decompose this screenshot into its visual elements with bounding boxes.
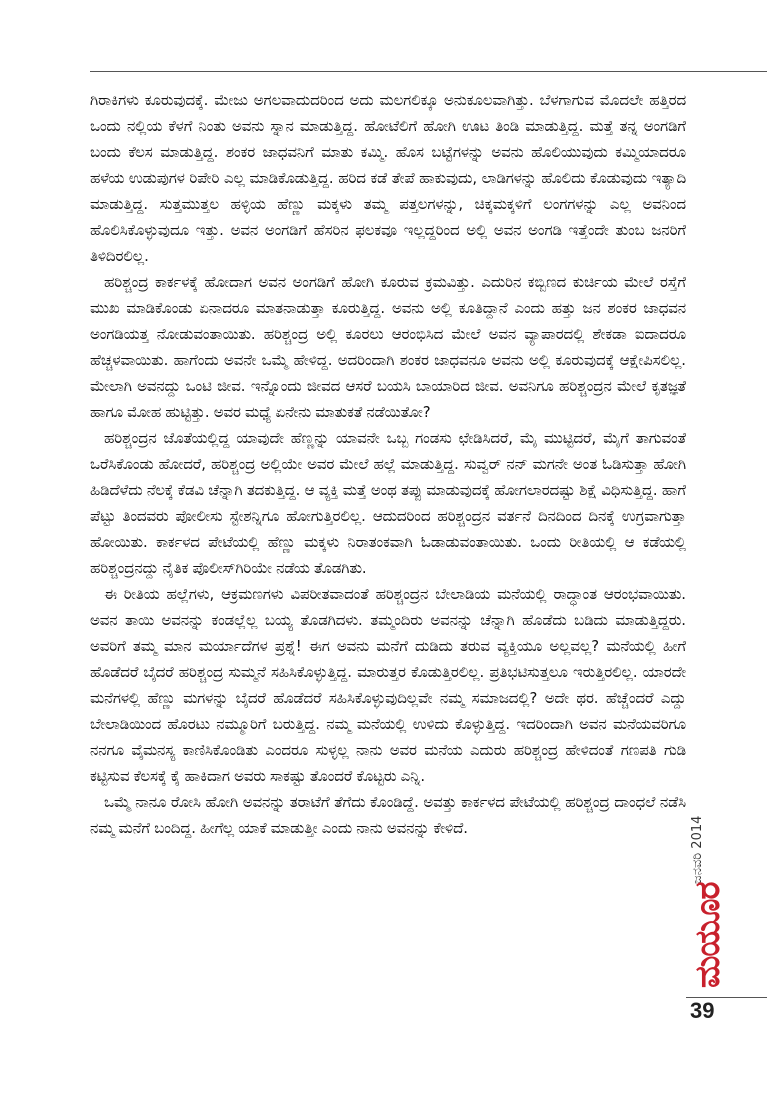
magazine-logo — [686, 882, 728, 992]
article-body — [90, 88, 686, 842]
issue-date — [690, 780, 710, 890]
paragraph-3: ಹರಿಶ್ಚಂದ್ರನ ಜೊತೆಯಲ್ಲಿದ್ದ ಯಾವುದೇ ಹೆಣ್ಣನ್ನು ಯಾವನೇ ಒಬ್ಬ ಗಂಡಸು ಛೇಡಿಸಿದರೆ, ಮೈ ಮುಟ್ಟಿದರೆ, ಮೈಗೆ ತಾಗುವಂತೆ ಒರೆಸಿಕೊಂಡು ಹೋದರೆ, ಹರಿಶ್ಚಂದ್ರ ಅಲ್ಲಿಯೇ ಅವರ ಮೇಲೆ ಹಲ್ಲೆ ಮಾಡುತ್ತಿದ್ದ. ಸುವ್ವರ್ ನನ್ ಮಗನೇ ಅಂತ ಓಡಿಸುತ್ತಾ ಹೋಗಿ ಹಿಡಿದೆಳೆದು ನೆಲಕ್ಕೆ ಕೆಡವಿ ಚೆನ್ನಾಗಿ ತದಕುತ್ತಿದ್ದ. ಆ ವ್ಯಕ್ತಿ ಮತ್ತೆ ಅಂಥ ತಪ್ಪು ಮಾಡುವುದಕ್ಕೆ ಹೋಗಲಾರದಷ್ಟು ಶಿಕ್ಷೆ ವಿಧಿಸುತ್ತಿದ್ದ. ಹಾಗೆ ಪೆಟ್ಟು ತಿಂದವರು ಪೋಲೀಸು ಸ್ಟೇಶನ್ನಿಗೂ ಹೋಗುತ್ತಿರಲಿಲ್ಲ. ಆದುದರಿಂದ ಹರಿಶ್ಚಂದ್ರನ ವರ್ತನೆ ದಿನದಿಂದ ದಿನಕ್ಕೆ ಉಗ್ರವಾಗುತ್ತಾ ಹೋಯಿತು. ಕಾರ್ಕಳದ ಪೇಟೆಯಲ್ಲಿ ಹೆಣ್ಣು ಮಕ್ಕಳು ನಿರಾತಂಕವಾಗಿ ಓಡಾಡುವಂತಾಯಿತು. ಒಂದು ರೀತಿಯಲ್ಲಿ ಆ ಕಡೆಯಲ್ಲಿ ಹರಿಶ್ಚಂದ್ರನದ್ದು ನೈತಿಕ ಪೊಲೀಸ್‌ಗಿರಿಯೇ ನಡೆಯ ತೊಡಗಿತು. — [90, 430, 686, 577]
magazine-sidebar — [686, 780, 736, 1000]
paragraph-2: ಹರಿಶ್ಚಂದ್ರ ಕಾರ್ಕಳಕ್ಕೆ ಹೋದಾಗ ಅವನ ಅಂಗಡಿಗೆ ಹೋಗಿ ಕೂರುವ ಕ್ರಮವಿತ್ತು. ಎದುರಿನ ಕಬ್ಬಿಣದ ಕುರ್ಚಿಯ ಮೇಲೆ ರಸ್ತೆಗೆ ಮುಖ ಮಾಡಿಕೊಂಡು ಏನಾದರೂ ಮಾತನಾಡುತ್ತಾ ಕೂರುತ್ತಿದ್ದ. ಅವನು ಅಲ್ಲಿ ಕೂತಿದ್ದಾನೆ ಎಂದು ಹತ್ತು ಜನ ಶಂಕರ ಜಾಧವನ ಅಂಗಡಿಯತ್ತ ನೋಡುವಂತಾಯಿತು. ಹರಿಶ್ಚಂದ್ರ ಅಲ್ಲಿ ಕೂರಲು ಆರಂಭಿಸಿದ ಮೇಲೆ ಅವನ ವ್ಯಾಪಾರದಲ್ಲಿ ಶೇಕಡಾ ಐದಾದರೂ ಹೆಚ್ಚಳವಾಯಿತು. ಹಾಗೆಂದು ಅವನೇ ಒಮ್ಮೆ ಹೇಳಿದ್ದ. ಅದರಿಂದಾಗಿ ಶಂಕರ ಜಾಧವನೂ ಅವನು ಅಲ್ಲಿ ಕೂರುವುದಕ್ಕೆ ಆಕ್ಷೇಪಿಸಲಿಲ್ಲ. ಮೇಲಾಗಿ ಅವನದ್ದು ಒಂಟಿ ಜೀವ. ಇನ್ನೊಂದು ಜೀವದ ಆಸರೆ ಬಯಸಿ ಬಾಯಾರಿದ ಜೀವ. ಅವನಿಗೂ ಹರಿಶ್ಚಂದ್ರನ ಮೇಲೆ ಕೃತಜ್ಞತೆ ಹಾಗೂ ಮೋಹ ಹುಟ್ಟಿತ್ತು. ಅವರ ಮಧ್ಯೆ ಏನೇನು ಮಾತುಕತೆ ನಡೆಯಿತೋ? — [90, 274, 686, 421]
issue-date-text: ಜನವರಿ 2014 — [690, 815, 705, 884]
header-rule — [90, 71, 767, 72]
paragraph-5: ಒಮ್ಮೆ ನಾನೂ ರೋಸಿ ಹೋಗಿ ಅವನನ್ನು ತರಾಟೆಗೆ ತೆಗೆದು ಕೊಂಡಿದ್ದೆ. ಅವತ್ತು ಕಾರ್ಕಳದ ಪೇಟೆಯಲ್ಲಿ ಹರಿಶ್ಚಂದ್ರ ದಾಂಧಲೆ ನಡೆಸಿ ನಮ್ಮ ಮನೆಗೆ ಬಂದಿದ್ದ. ಹೀಗೆಲ್ಲ ಯಾಕೆ ಮಾಡುತ್ತೀ ಎಂದು ನಾನು ಅವನನ್ನು ಕೇಳಿದೆ. — [90, 794, 686, 837]
magazine-logo-text: ಮಯೂರ — [688, 882, 728, 988]
page-number: 39 — [690, 998, 715, 1023]
paragraph-1: ಗಿರಾಕಿಗಳು ಕೂರುವುದಕ್ಕೆ. ಮೇಜು ಅಗಲವಾದುದರಿಂದ ಅದು ಮಲಗಲಿಕ್ಕೂ ಅನುಕೂಲವಾಗಿತ್ತು. ಬೆಳಗಾಗುವ ಮೊದಲೇ ಹತ್ತಿರದ ಒಂದು ನಲ್ಲಿಯ ಕೆಳಗೆ ನಿಂತು ಅವನು ಸ್ನಾನ ಮಾಡುತ್ತಿದ್ದ. ಹೋಟೆಲಿಗೆ ಹೋಗಿ ಊಟ ತಿಂಡಿ ಮಾಡುತ್ತಿದ್ದ. ಮತ್ತೆ ತನ್ನ ಅಂಗಡಿಗೆ ಬಂದು ಕೆಲಸ ಮಾಡುತ್ತಿದ್ದ. ಶಂಕರ ಜಾಧವನಿಗೆ ಮಾತು ಕಮ್ಮಿ. ಹೊಸ ಬಟ್ಟೆಗಳನ್ನು ಅವನು ಹೊಲಿಯುವುದು ಕಮ್ಮಿಯಾದರೂ ಹಳೆಯ ಉಡುಪುಗಳ ರಿಪೇರಿ ಎಲ್ಲ ಮಾಡಿಕೊಡುತ್ತಿದ್ದ. ಹರಿದ ಕಡೆ ತೇಪೆ ಹಾಕುವುದು, ಲಾಡಿಗಳನ್ನು ಹೊಲಿದು ಕೊಡುವುದು ಇತ್ಯಾದಿ ಮಾಡುತ್ತಿದ್ದ. ಸುತ್ತಮುತ್ತಲ ಹಳ್ಳಿಯ ಹೆಣ್ಣು ಮಕ್ಕಳು ತಮ್ಮ ಪತ್ತಲಗಳನ್ನು, ಚಿಕ್ಕಮಕ್ಕಳಿಗೆ ಲಂಗಗಳನ್ನು ಎಲ್ಲ ಅವನಿಂದ ಹೊಲಿಸಿಕೊಳ್ಳುವುದೂ ಇತ್ತು. ಅವನ ಅಂಗಡಿಗೆ ಹೆಸರಿನ ಫಲಕವೂ ಇಲ್ಲದ್ದರಿಂದ ಅಲ್ಲಿ ಅವನ ಅಂಗಡಿ ಇತ್ತೆಂದೇ ತುಂಬ ಜನರಿಗೆ ತಿಳಿದಿರಲಿಲ್ಲ. — [90, 92, 686, 265]
paragraph-4: ಈ ರೀತಿಯ ಹಲ್ಲೆಗಳು, ಆಕ್ರಮಣಗಳು ವಿಪರೀತವಾದಂತೆ ಹರಿಶ್ಚಂದ್ರನ ಬೇಲಾಡಿಯ ಮನೆಯಲ್ಲಿ ರಾದ್ಧಾಂತ ಆರಂಭವಾಯಿತು. ಅವನ ತಾಯಿ ಅವನನ್ನು ಕಂಡಲ್ಲೆಲ್ಲ ಬಯ್ಯ ತೊಡಗಿದಳು. ತಮ್ಮಂದಿರು ಅವನನ್ನು ಚೆನ್ನಾಗಿ ಹೊಡೆದು ಬಡಿದು ಮಾಡುತ್ತಿದ್ದರು. ಅವರಿಗೆ ತಮ್ಮ ಮಾನ ಮರ್ಯಾದೆಗಳ ಪ್ರಶ್ನೆ! ಈಗ ಅವನು ಮನೆಗೆ ದುಡಿದು ತರುವ ವ್ಯಕ್ತಿಯೂ ಅಲ್ಲವಲ್ಲ? ಮನೆಯಲ್ಲಿ ಹೀಗೆ ಹೊಡೆದರೆ ಬೈದರೆ ಹರಿಶ್ಚಂದ್ರ ಸುಮ್ಮನೆ ಸಹಿಸಿಕೊಳ್ಳುತ್ತಿದ್ದ. ಮಾರುತ್ತರ ಕೊಡುತ್ತಿರಲಿಲ್ಲ. ಪ್ರತಿಭಟಿಸುತ್ತಲೂ ಇರುತ್ತಿರಲಿಲ್ಲ. ಯಾರದೇ ಮನೆಗಳಲ್ಲಿ ಹೆಣ್ಣು ಮಗಳನ್ನು ಬೈದರೆ ಹೊಡೆದರೆ ಸಹಿಸಿಕೊಳ್ಳುವುದಿಲ್ಲವೇ ನಮ್ಮ ಸಮಾಜದಲ್ಲಿ? ಅದೇ ಥರ. ಹೆಚ್ಚೆಂದರೆ ಎದ್ದು ಬೇಲಾಡಿಯಿಂದ ಹೊರಟು ನಮ್ಮೂರಿಗೆ ಬರುತ್ತಿದ್ದ. ನಮ್ಮ ಮನೆಯಲ್ಲಿ ಉಳಿದು ಕೊಳ್ಳುತ್ತಿದ್ದ. ಇದರಿಂದಾಗಿ ಅವನ ಮನೆಯವರಿಗೂ ನನಗೂ ವೈಮನಸ್ಯ ಕಾಣಿಸಿಕೊಂಡಿತು ಎಂದರೂ ಸುಳ್ಳಲ್ಲ ನಾನು ಅವರ ಮನೆಯ ಎದುರು ಹರಿಶ್ಚಂದ್ರ ಹೇಳಿದಂತೆ ಗಣಪತಿ ಗುಡಿ ಕಟ್ಟಿಸುವ ಕೆಲಸಕ್ಕೆ ಕೈ ಹಾಕಿದಾಗ ಅವರು ಸಾಕಷ್ಟು ತೊಂದರೆ ಕೊಟ್ಟರು ಎನ್ನಿ. — [90, 586, 686, 785]
